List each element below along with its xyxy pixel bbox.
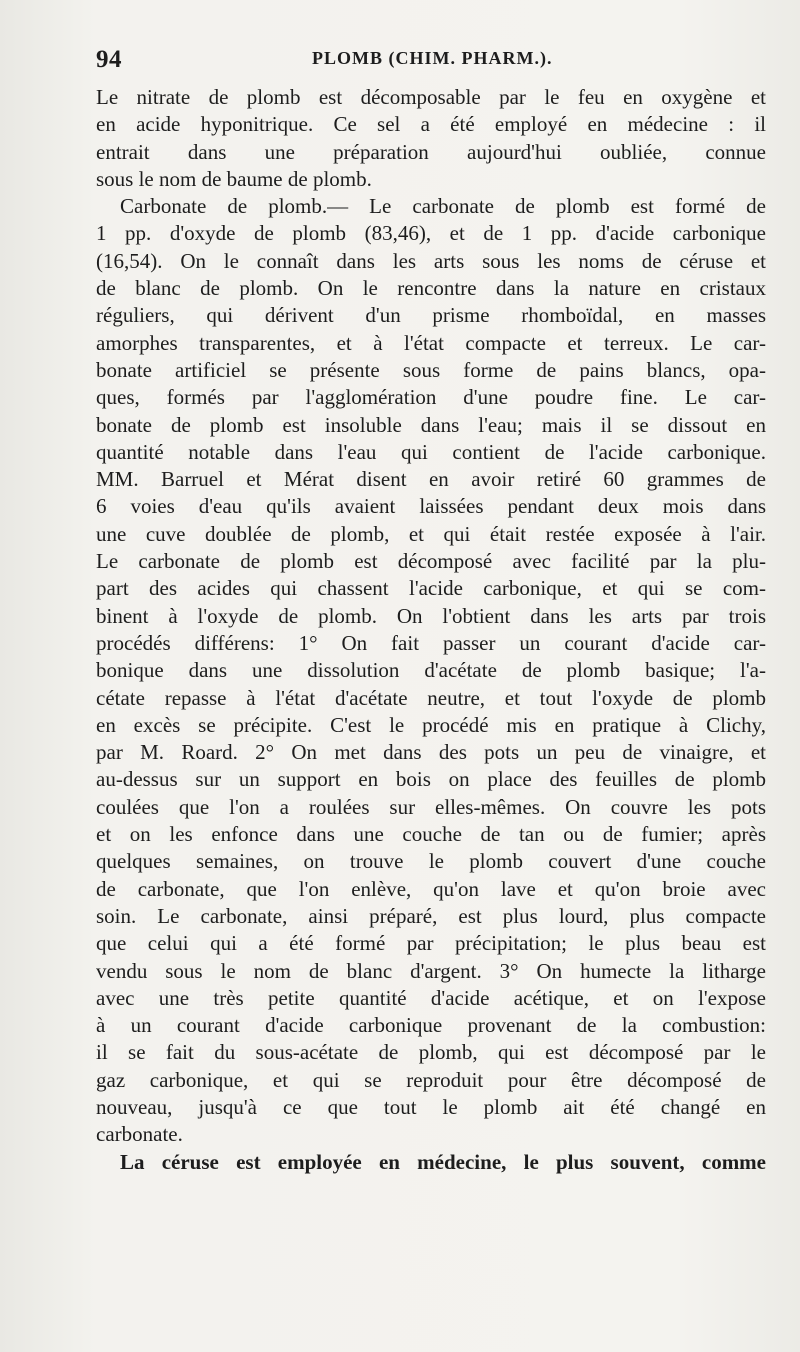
text-line: Le carbonate de plomb est décomposé avec facilité par la plu-	[96, 549, 766, 574]
text-line: réguliers, qui dérivent d'un prisme rhomboïdal, en masses	[96, 303, 766, 328]
text-line: soin. Le carbonate, ainsi préparé, est plus lourd, plus compacte	[96, 903, 766, 928]
text-line: Carbonate de plomb.— Le carbonate de plomb est formé de	[120, 194, 766, 219]
text-line: MM. Barruel et Mérat disent en avoir retiré 60 grammes de	[96, 467, 766, 492]
text-line: en excès se précipite. C'est le procédé mis en pratique à Clichy,	[96, 712, 766, 737]
text-line: au-dessus sur un support en bois on place des feuilles de plomb	[96, 767, 766, 792]
text-line: cétate repasse à l'état d'acétate neutre, et tout l'oxyde de plomb	[96, 685, 766, 710]
text-line: La céruse est employée en médecine, le plus souvent, comme	[120, 1149, 766, 1174]
text-line: bonate artificiel se présente sous forme de pains blancs, opa-	[96, 357, 766, 382]
text-line: de blanc de plomb. On le rencontre dans la nature en cristaux	[96, 276, 766, 301]
text-line: bonate de plomb est insoluble dans l'eau; mais il se dissout en	[96, 412, 766, 437]
text-line: ques, formés par l'agglomération d'une poudre fine. Le car-	[96, 385, 766, 410]
text-line: amorphes transparentes, et à l'état compacte et terreux. Le car-	[96, 330, 766, 355]
text-line: il se fait du sous-acétate de plomb, qui est décomposé par le	[96, 1040, 766, 1065]
running-head: PLOMB (CHIM. PHARM.).	[312, 48, 553, 68]
text-line: quantité notable dans l'eau qui contient de l'acide carbonique.	[96, 439, 766, 464]
text-line: avec une très petite quantité d'acide acétique, et on l'expose	[96, 985, 766, 1010]
text-line: vendu sous le nom de blanc d'argent. 3° On humecte la litharge	[96, 958, 766, 983]
text-line: à un courant d'acide carbonique provenant de la combustion:	[96, 1013, 766, 1038]
text-line: 6 voies d'eau qu'ils avaient laissées pendant deux mois dans	[96, 494, 766, 519]
text-line: de carbonate, que l'on enlève, qu'on lave et qu'on broie avec	[96, 876, 766, 901]
page-header	[96, 46, 766, 76]
text-line: en acide hyponitrique. Ce sel a été employé en médecine : il	[96, 112, 766, 137]
page-number: 94	[96, 46, 122, 73]
text-line: gaz carbonique, et qui se reproduit pour être décomposé de	[96, 1067, 766, 1092]
text-line: binent à l'oxyde de plomb. On l'obtient dans les arts par trois	[96, 603, 766, 628]
body-text	[96, 84, 766, 1176]
text-line: coulées que l'on a roulées sur elles-mêmes. On couvre les pots	[96, 794, 766, 819]
text-line: nouveau, jusqu'à ce que tout le plomb ait été changé en	[96, 1094, 766, 1119]
text-line: 1 pp. d'oxyde de plomb (83,46), et de 1 pp. d'acide carbonique	[96, 221, 766, 246]
text-line: part des acides qui chassent l'acide carbonique, et qui se com-	[96, 576, 766, 601]
text-line: une cuve doublée de plomb, et qui était restée exposée à l'air.	[96, 521, 766, 546]
text-line: procédés différens: 1° On fait passer un courant d'acide car-	[96, 630, 766, 655]
text-line: par M. Roard. 2° On met dans des pots un peu de vinaigre, et	[96, 740, 766, 765]
text-line: (16,54). On le connaît dans les arts sous les noms de céruse et	[96, 248, 766, 273]
text-line: carbonate.	[96, 1122, 183, 1147]
text-line: sous le nom de baume de plomb.	[96, 166, 372, 191]
text-line: bonique dans une dissolution d'acétate de plomb basique; l'a-	[96, 658, 766, 683]
text-line: Le nitrate de plomb est décomposable par le feu en oxygène et	[96, 85, 766, 109]
text-line: entrait dans une préparation aujourd'hui oubliée, connue	[96, 139, 766, 164]
text-line: quelques semaines, on trouve le plomb couvert d'une couche	[96, 849, 766, 874]
text-line: et on les enfonce dans une couche de tan ou de fumier; après	[96, 822, 766, 847]
text-line: que celui qui a été formé par précipitation; le plus beau est	[96, 931, 766, 956]
